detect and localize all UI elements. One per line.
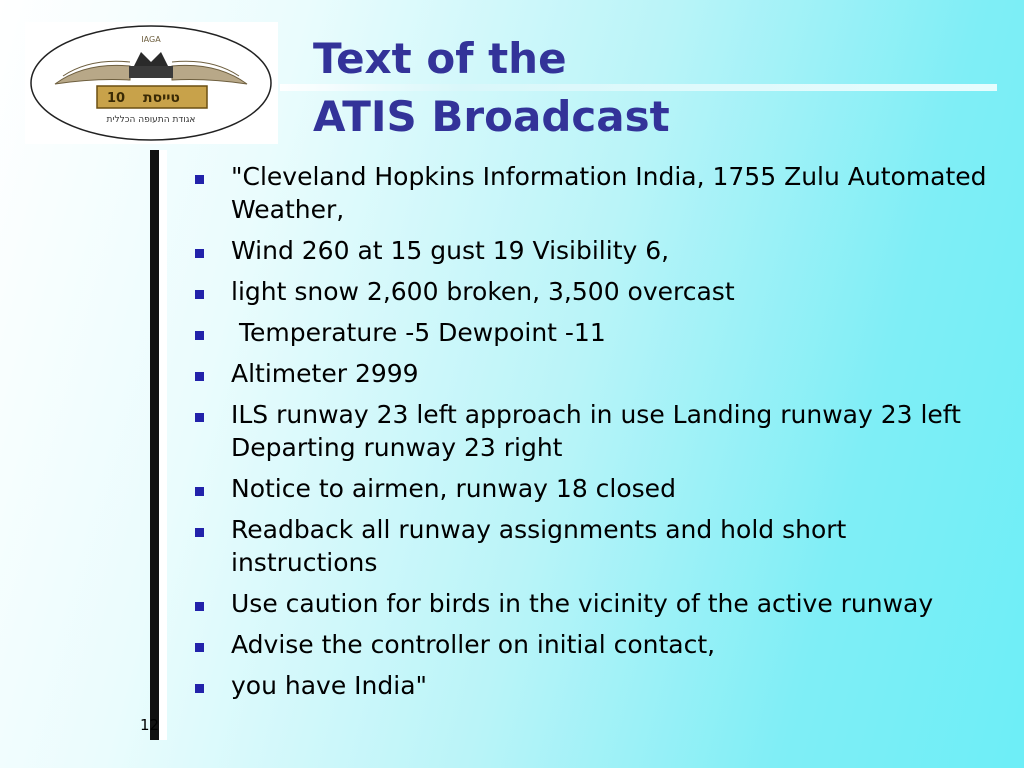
list-item: you have India": [195, 669, 995, 702]
square-bullet-icon: [195, 372, 204, 381]
square-bullet-icon: [195, 602, 204, 611]
svg-text:טייסת: טייסת: [143, 90, 180, 106]
square-bullet-icon: [195, 487, 204, 496]
square-bullet-icon: [195, 684, 204, 693]
list-item: Altimeter 2999: [195, 357, 995, 390]
svg-text:IAGA: IAGA: [141, 35, 161, 44]
left-accent-bar-highlight: [159, 150, 167, 740]
list-item: Wind 260 at 15 gust 19 Visibility 6,: [195, 234, 995, 267]
list-item: Use caution for birds in the vicinity of the active runway: [195, 587, 995, 620]
slide-title-line-2: ATIS Broadcast: [313, 92, 670, 141]
left-accent-bar: [150, 150, 159, 740]
list-item: light snow 2,600 broken, 3,500 overcast: [195, 275, 995, 308]
list-item: Readback all runway assignments and hold short instructions: [195, 513, 995, 579]
title-underline: [280, 84, 997, 91]
svg-text:10: 10: [107, 91, 126, 106]
squadron-emblem-icon: [25, 22, 278, 144]
square-bullet-icon: [195, 331, 204, 340]
list-item: Advise the controller on initial contact,: [195, 628, 995, 661]
list-item: Temperature -5 Dewpoint -11: [195, 316, 995, 349]
square-bullet-icon: [195, 290, 204, 299]
square-bullet-icon: [195, 413, 204, 422]
logo: [25, 22, 278, 144]
list-item: ILS runway 23 left approach in use Landing runway 23 left Departing runway 23 right: [195, 398, 995, 464]
square-bullet-icon: [195, 175, 204, 184]
list-item: "Cleveland Hopkins Information India, 1755 Zulu Automated Weather,: [195, 160, 995, 226]
square-bullet-icon: [195, 528, 204, 537]
page-number: 12: [140, 716, 160, 734]
square-bullet-icon: [195, 643, 204, 652]
bullet-list: [195, 160, 995, 710]
square-bullet-icon: [195, 249, 204, 258]
svg-text:אגודת התעופה הכללית: אגודת התעופה הכללית: [106, 115, 196, 125]
list-item: Notice to airmen, runway 18 closed: [195, 472, 995, 505]
slide-title-line-1: Text of the: [313, 34, 567, 83]
